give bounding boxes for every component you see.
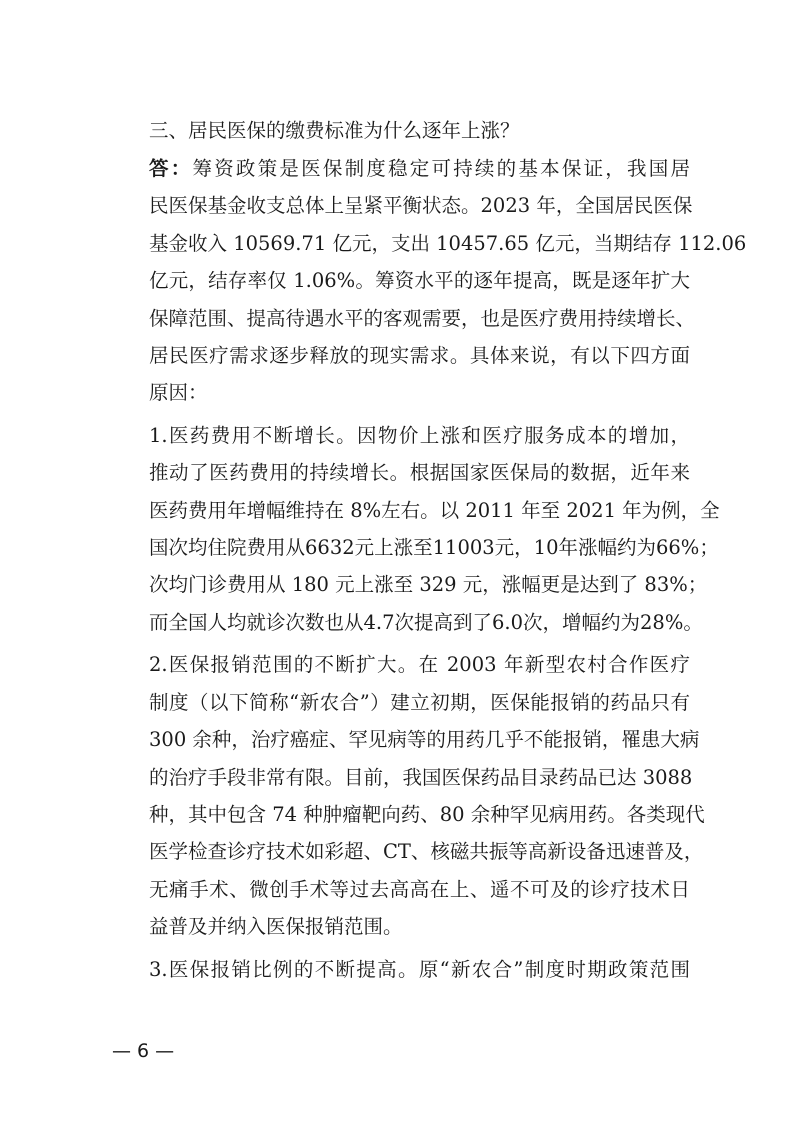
paragraph-line: 无痛手术、微创手术等过去高高在上、遥不可及的诊疗技术日 xyxy=(149,877,690,901)
paragraph-line xyxy=(112,150,690,187)
paragraph-line: 次均门诊费用从 180 元上涨至 329 元，涨幅更是达到了 83%； xyxy=(149,573,708,597)
paragraph-line: 居民医疗需求逐步释放的现实需求。具体来说，有以下四方面 xyxy=(149,344,690,368)
paragraph-line: 的治疗手段非常有限。目前，我国医保药品目录药品已达 3088 xyxy=(149,765,693,789)
paragraph-line: 益普及并纳入医保报销范围。 xyxy=(149,915,403,939)
answer-paragraph xyxy=(112,150,747,412)
point-1-paragraph xyxy=(112,417,720,641)
paragraph-line: 300 余种，治疗癌症、罕见病等的用药几乎不能报销，罹患大病 xyxy=(149,728,700,752)
paragraph-line: 种，其中包含 74 种肿瘤靶向药、80 余种罕见病用药。各类现代 xyxy=(149,802,705,826)
paragraph-line-text: 筹资政策是医保制度稳定可持续的基本保证，我国居 xyxy=(192,157,690,180)
paragraph-line: 2.医保报销范围的不断扩大。在 2003 年新型农村合作医疗 xyxy=(149,653,690,677)
point-3-paragraph xyxy=(112,951,690,988)
paragraph-line: 原因： xyxy=(149,381,208,405)
paragraph-line: 医药费用年增幅维持在 8%左右。以 2011 年至 2021 年为例，全 xyxy=(149,498,720,522)
answer-lead: 答： xyxy=(149,157,193,180)
paragraph-line: 医学检查诊疗技术如彩超、CT、核磁共振等高新设备迅速普及， xyxy=(149,840,704,864)
paragraph-line: 而全国人均就诊次数也从4.7次提高到了6.0次，增幅约为28%。 xyxy=(149,610,703,634)
paragraph-line: 民医保基金收支总体上呈紧平衡状态。2023 年，全国居民医保 xyxy=(149,194,693,218)
paragraph-line: 制度（以下简称“新农合”）建立初期，医保能报销的药品只有 xyxy=(149,690,690,714)
paragraph-line: 推动了医药费用的持续增长。根据国家医保局的数据，近年来 xyxy=(149,461,690,485)
paragraph-line: 基金收入 10569.71 亿元，支出 10457.65 亿元，当期结存 112.06 xyxy=(149,231,747,255)
paragraph-line: 国次均住院费用从6632元上涨至11003元，10年涨幅约为66%； xyxy=(149,536,719,560)
page-number: — 6 — xyxy=(112,1040,175,1062)
section-heading: 三、居民医保的缴费标准为什么逐年上涨？ xyxy=(149,119,520,142)
paragraph-line: 1.医药费用不断增长。因物价上涨和医疗服务成本的增加， xyxy=(149,423,690,447)
point-2-paragraph xyxy=(112,646,705,945)
document-page xyxy=(112,112,747,988)
paragraph-line: 亿元，结存率仅 1.06%。筹资水平的逐年提高，既是逐年扩大 xyxy=(149,269,690,293)
paragraph-line: 3.医保报销比例的不断提高。原“新农合”制度时期政策范围 xyxy=(149,957,690,981)
paragraph-line: 保障范围、提高待遇水平的客观需要，也是医疗费用持续增长、 xyxy=(149,306,696,330)
